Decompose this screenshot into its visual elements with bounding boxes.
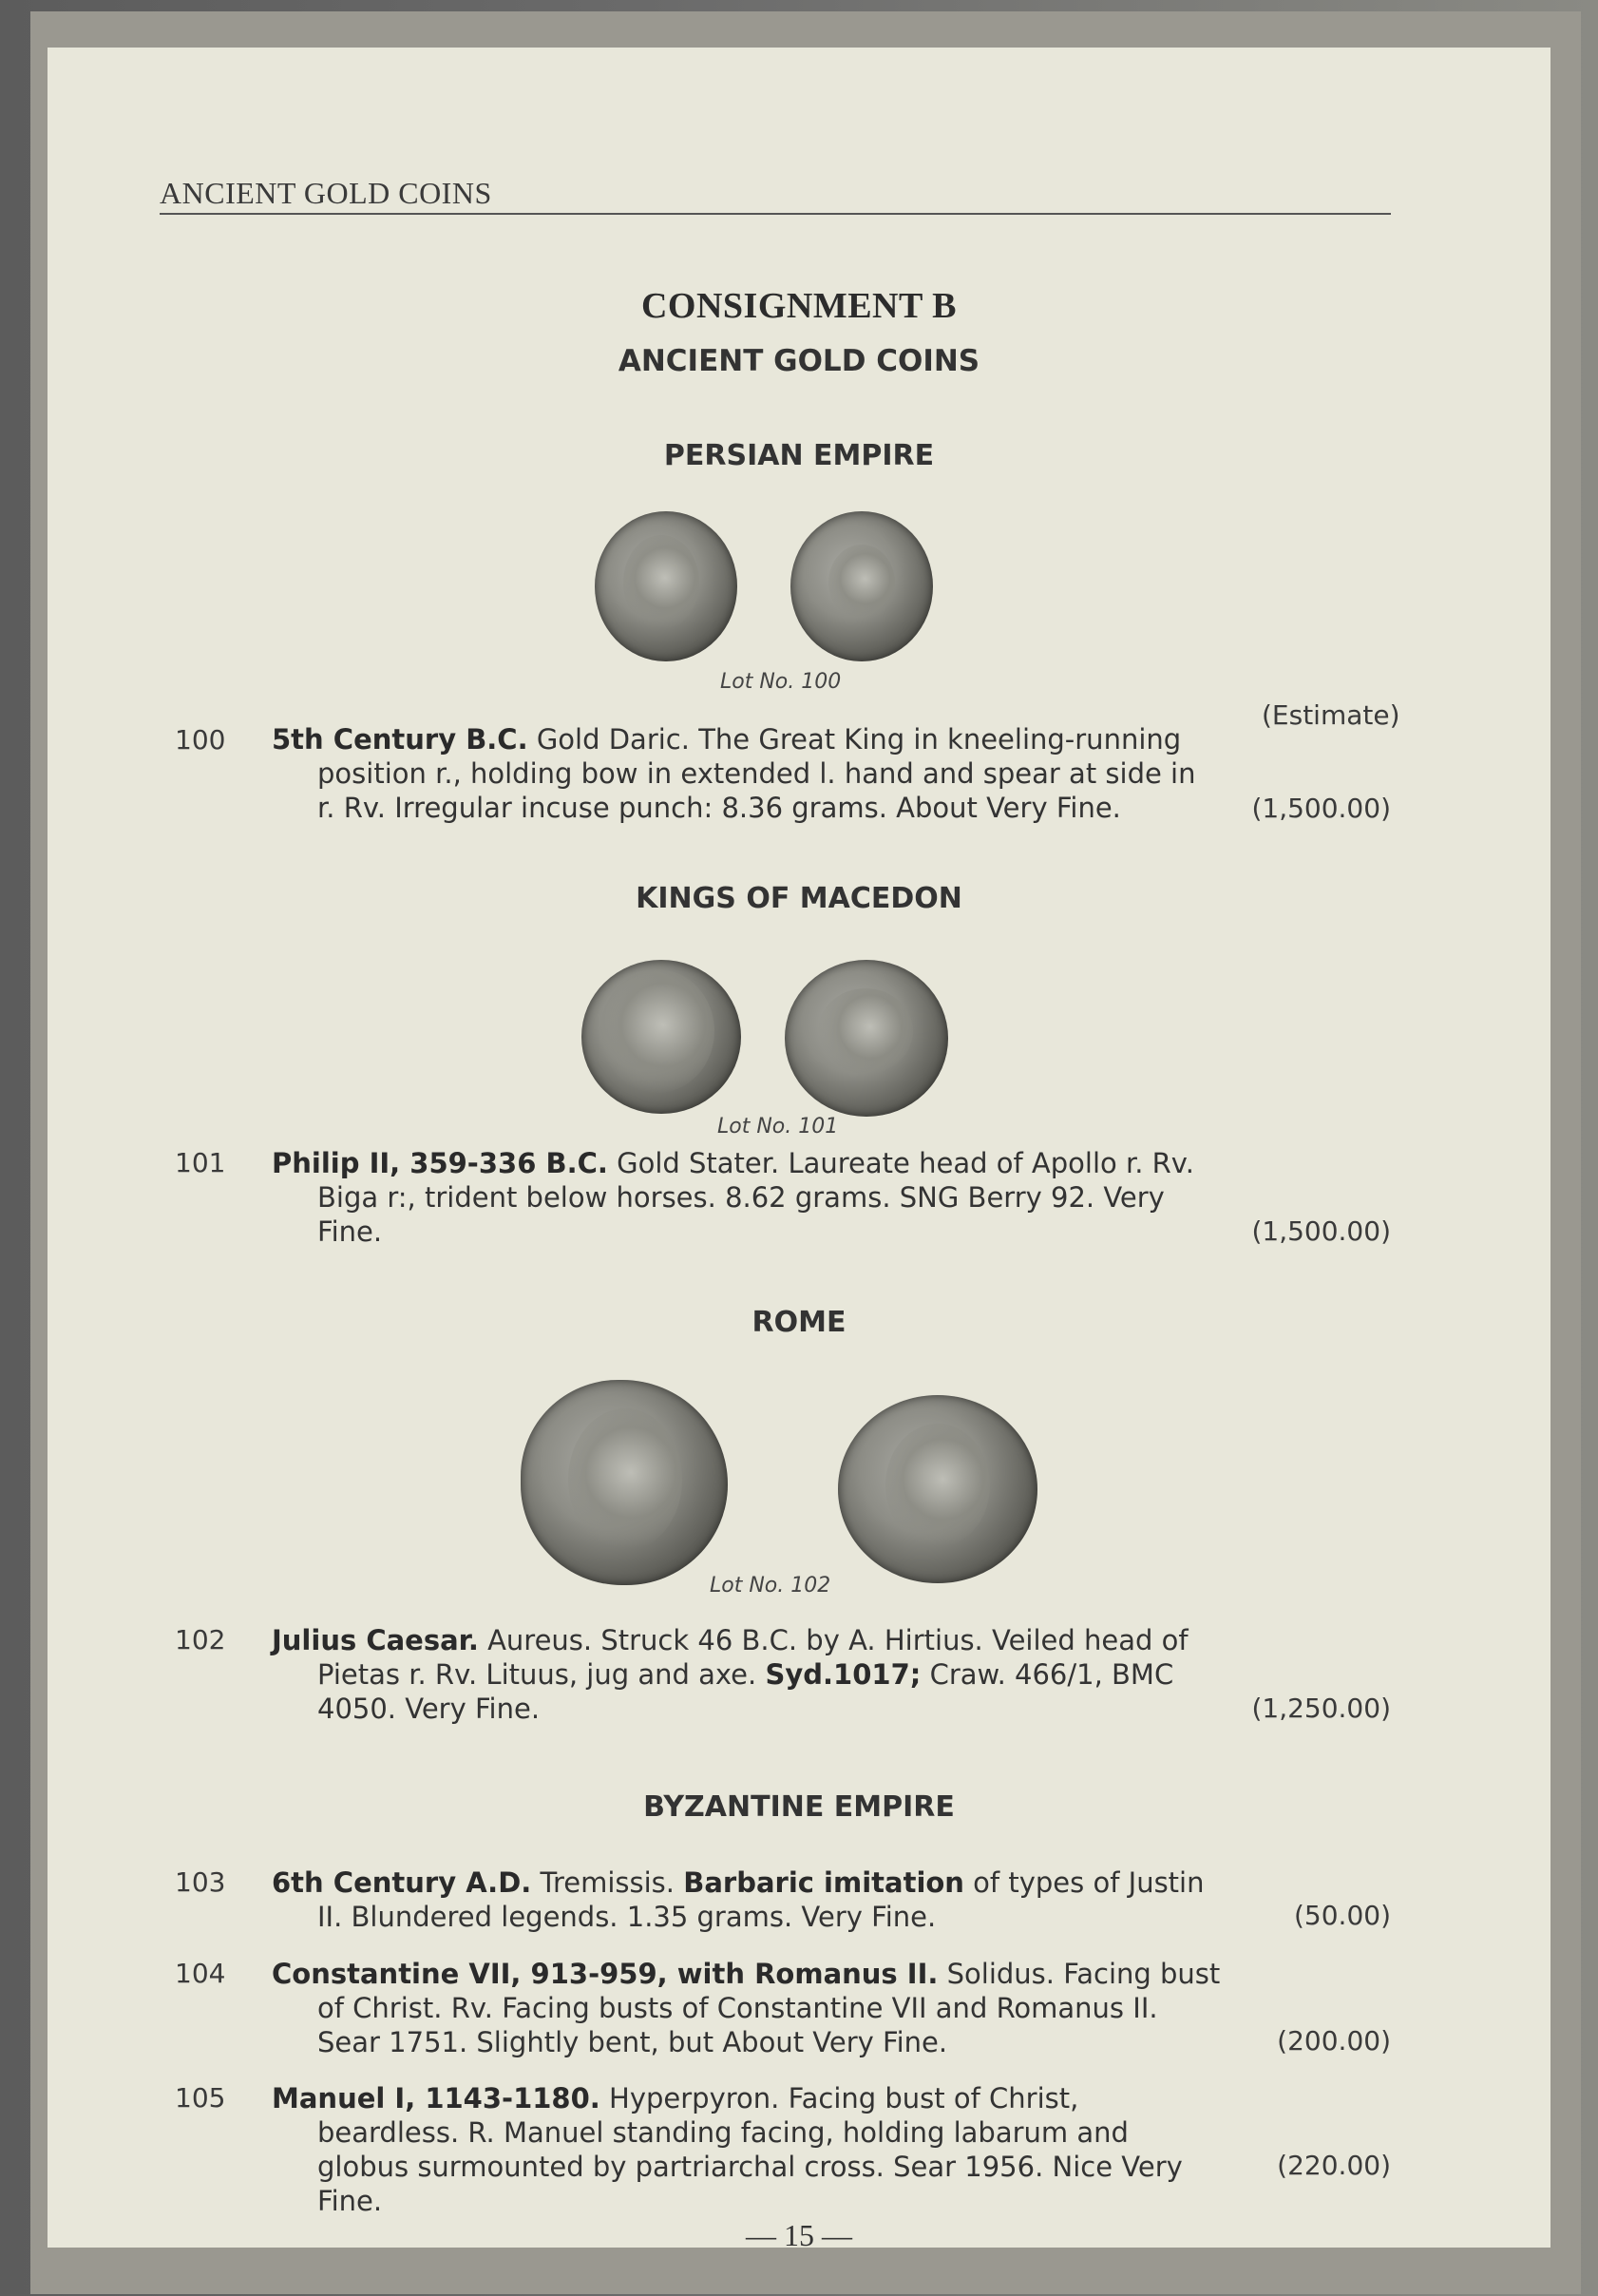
lot-number-101: 101 [175,1147,226,1178]
lot-body-104: Solidus. Facing bust of Christ. Rv. Facing busts of Constantine VII and Romanus II. Sear 1751. Slightly bent, but About Very Fine. [317,1958,1221,2058]
lot-title-104: Constantine VII, 913-959, with Romanus II. [272,1958,939,1990]
lot-body-101: Gold Stater. Laureate head of Apollo r. Rv. Biga r:, trident below horses. 8.62 grams. SNG Berry 92. Very Fine. [317,1147,1194,1248]
lot-body-102: Aureus. Struck 46 B.C. by A. Hirtius. Veiled head of Pietas r. Rv. Lituus, jug and axe. [317,1624,1189,1691]
lot-caption-102: Lot No. 102 [710,1574,831,1598]
lot-title-103: 6th Century A.D. [272,1866,532,1899]
coin-image-102-reverse [838,1395,1037,1583]
lot-caption-101: Lot No. 101 [717,1115,839,1138]
lot-estimate-105: (220.00) [1277,2150,1391,2181]
lot-estimate-102: (1,250.00) [1251,1693,1391,1724]
lot-description-100 [272,722,1222,825]
lot-title-101: Philip II, 359-336 B.C. [272,1147,608,1179]
coin-image-101-reverse [785,960,948,1117]
lot-body-102b: Craw. 466/1, BMC 4050. Very Fine. [317,1658,1174,1725]
lot-number-100: 100 [175,724,226,756]
lot-body-105: Hyperpyron. Facing bust of Christ, beardless. R. Manuel standing facing, holding labarum and globus surmounted by partriarchal cross. Sear 1956. Nice Very Fine. [317,2082,1183,2217]
lot-number-105: 105 [175,2082,226,2114]
coin-image-100-reverse [790,511,933,661]
page-title: CONSIGNMENT B [640,286,958,326]
lot-description-105 [272,2081,1222,2218]
running-head: ANCIENT GOLD COINS [160,176,492,210]
page-subtitle: ANCIENT GOLD COINS [618,344,980,378]
section-heading-macedon: KINGS OF MACEDON [636,882,962,915]
lot-description-103 [272,1866,1222,1934]
coin-image-101-obverse [581,960,741,1114]
lot-number-103: 103 [175,1866,226,1898]
lot-title-102: Julius Caesar. [272,1624,479,1656]
lot-body-103b: of types of Justin II. Blundered legends. 1.35 grams. Very Fine. [317,1866,1205,1933]
lot-caption-100: Lot No. 100 [720,670,842,694]
lot-estimate-100: (1,500.00) [1251,793,1391,824]
catalog-page [48,48,1550,2252]
lot-estimate-104: (200.00) [1277,2025,1391,2057]
lot-number-102: 102 [175,1624,226,1655]
coin-image-100-obverse [595,511,737,661]
lot-description-102 [272,1623,1222,1726]
estimate-label: (Estimate) [1262,699,1400,731]
lot-description-101 [272,1146,1222,1249]
section-heading-byzantine: BYZANTINE EMPIRE [643,1790,955,1824]
section-heading-persian: PERSIAN EMPIRE [663,439,935,472]
section-heading-rome: ROME [751,1306,847,1339]
lot-body-100: Gold Daric. The Great King in kneeling-running position r., holding bow in extended l. hand and spear at side in r. Rv. Irregular incuse punch: 8.36 grams. About Very Fine. [317,723,1196,824]
header-rule [160,213,1391,215]
lot-body-103: Tremissis. [531,1866,675,1899]
lot-title-100: 5th Century B.C. [272,723,528,756]
lot-estimate-101: (1,500.00) [1251,1215,1391,1247]
lot-estimate-103: (50.00) [1293,1900,1391,1931]
lot-description-104 [272,1957,1222,2059]
page-number: — 15 — [746,2218,852,2252]
lot-reference-102: Syd.1017; [765,1658,922,1691]
lot-number-104: 104 [175,1958,226,1989]
lot-emphasis-103: Barbaric imitation [683,1866,964,1899]
lot-title-105: Manuel I, 1143-1180. [272,2082,600,2114]
coin-image-102-obverse [521,1380,728,1585]
